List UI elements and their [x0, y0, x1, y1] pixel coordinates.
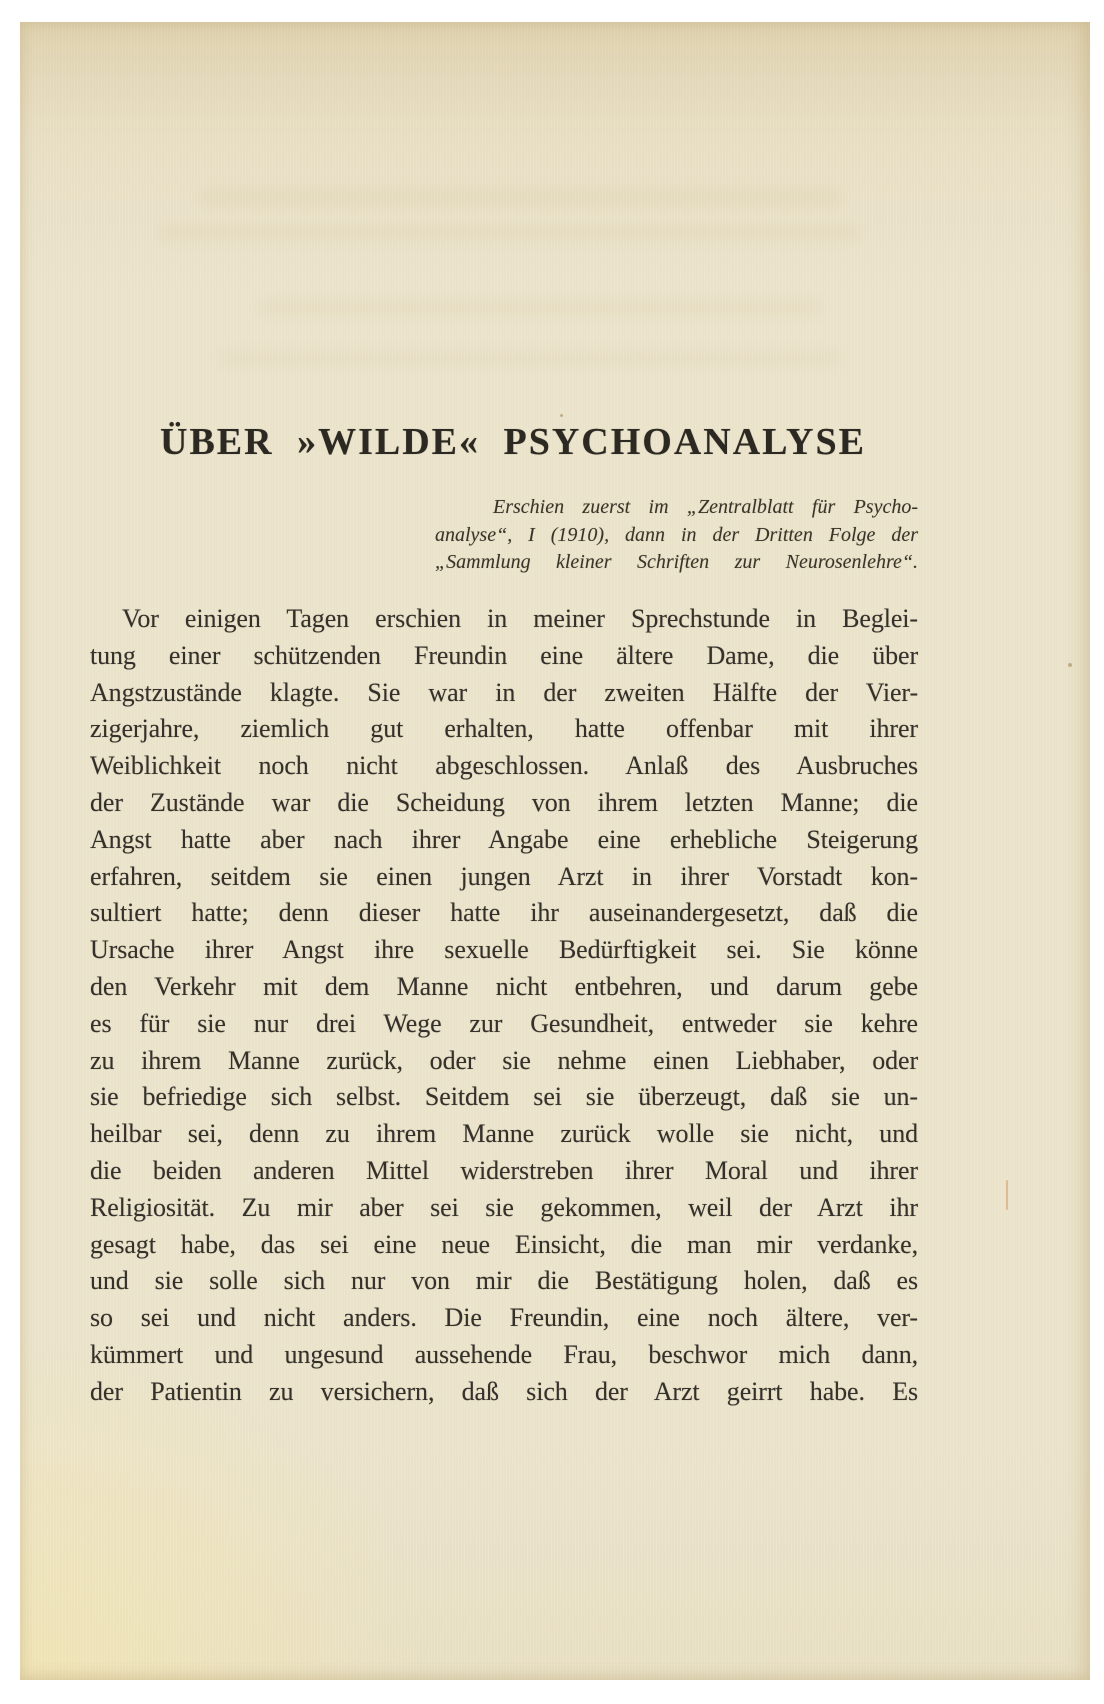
body-line: Angstzustände klagte. Sie war in der zweiten Hälfte der Vier-: [90, 677, 918, 707]
body-line: Religiosität. Zu mir aber sei sie gekommen, weil der Arzt ihr: [90, 1192, 918, 1222]
body-line: erfahren, seitdem sie einen jungen Arzt in ihrer Vorstadt kon-: [90, 861, 918, 891]
body-line: sultiert hatte; denn dieser hatte ihr auseinandergesetzt, daß die: [90, 898, 918, 928]
publication-note-line: Erschien zuerst im „Zentralblatt für Psycho-: [493, 496, 918, 518]
showthrough-smudge: [260, 300, 820, 314]
body-line: zu ihrem Manne zurück, oder sie nehme einen Liebhaber, oder: [90, 1045, 918, 1075]
body-line: den Verkehr mit dem Manne nicht entbehren, und darum gebe: [90, 971, 918, 1001]
body-line: sie befriedige sich selbst. Seitdem sei sie überzeugt, daß sie un-: [90, 1082, 918, 1112]
body-line: Angst hatte aber nach ihrer Angabe eine erhebliche Steigerung: [90, 824, 918, 854]
publication-note-line: analyse“, I (1910), dann in der Dritten Folge der: [435, 523, 918, 546]
publication-note: [435, 494, 918, 577]
showthrough-smudge: [200, 190, 840, 206]
body-line: der Zustände war die Scheidung von ihrem letzten Manne; die: [90, 787, 918, 817]
paper-speck: [1068, 663, 1072, 667]
body-line: Ursache ihrer Angst ihre sexuelle Bedürftigkeit sei. Sie könne: [90, 935, 918, 965]
body-line: Weiblichkeit noch nicht abgeschlossen. Anlaß des Ausbruches: [90, 751, 918, 781]
page-title: ÜBER »WILDE« PSYCHOANALYSE: [160, 421, 866, 463]
body-line: tung einer schützenden Freundin eine ältere Dame, die über: [90, 640, 918, 670]
body-line: so sei und nicht anders. Die Freundin, eine noch ältere, ver-: [90, 1303, 918, 1333]
body-line: zigerjahre, ziemlich gut erhalten, hatte offenbar mit ihrer: [90, 714, 918, 744]
body-line: Vor einigen Tagen erschien in meiner Sprechstunde in Beglei-: [122, 604, 918, 633]
body-text-block: [90, 601, 918, 1411]
scanned-book-page: [20, 22, 1090, 1680]
paper-fiber-mark: [1006, 1180, 1008, 1210]
body-line: und sie solle sich nur von mir die Bestätigung holen, daß es: [90, 1266, 918, 1296]
showthrough-smudge: [160, 226, 860, 240]
body-line: kümmert und ungesund aussehende Frau, beschwor mich dann,: [90, 1339, 918, 1369]
paper-speck: [560, 414, 563, 417]
body-line: gesagt habe, das sei eine neue Einsicht, die man mir verdanke,: [90, 1229, 918, 1259]
body-line: die beiden anderen Mittel widerstreben ihrer Moral und ihrer: [90, 1155, 918, 1185]
body-line: es für sie nur drei Wege zur Gesundheit, entweder sie kehre: [90, 1008, 918, 1038]
body-line: der Patientin zu versichern, daß sich der Arzt geirrt habe. Es: [90, 1376, 918, 1406]
body-line: heilbar sei, denn zu ihrem Manne zurück wolle sie nicht, und: [90, 1119, 918, 1149]
publication-note-line: „Sammlung kleiner Schriften zur Neurosenlehre“.: [435, 551, 918, 574]
showthrough-smudge: [220, 352, 840, 364]
